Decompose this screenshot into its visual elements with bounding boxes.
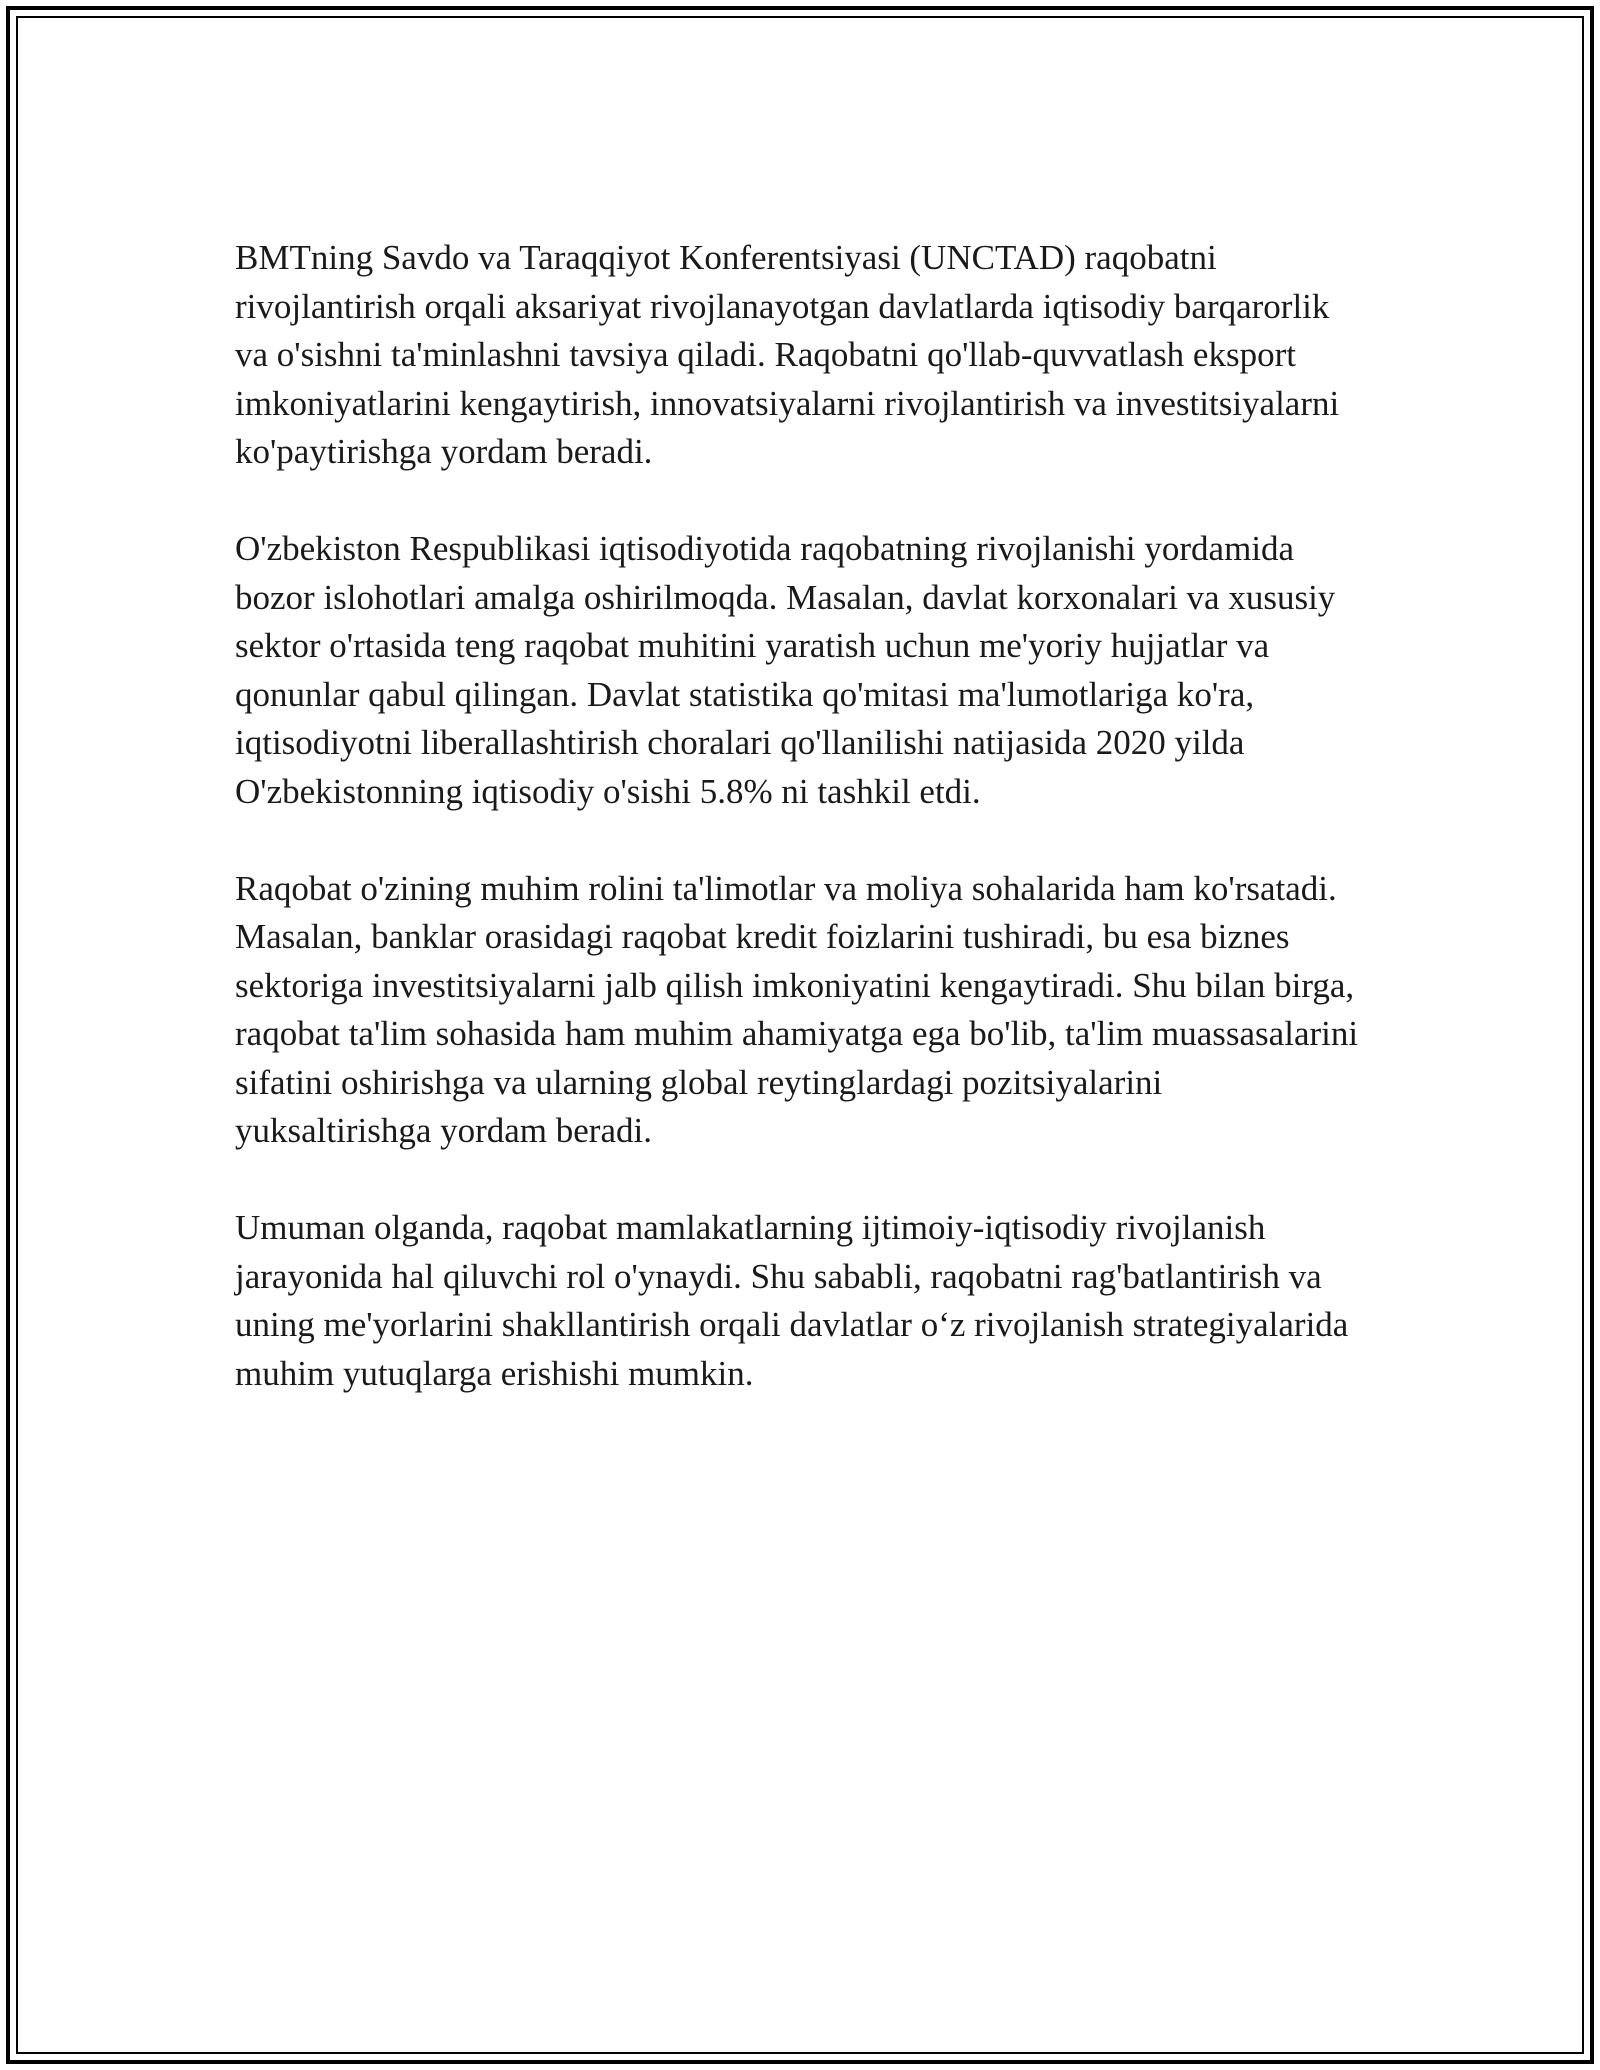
paragraph-uzbekistan-reforms: O'zbekiston Respublikasi iqtisodiyotida raqobatning rivojlanishi yordamida bozor islohotlari amalga oshirilmoqda. Masalan, davlat korxonalari va xususiy sektor o'rtasida teng raqobat muhitini yaratish uchun me'yoriy hujjatlar va qonunlar qabul qilingan. Davlat statistika qo'mitasi ma'lumotlariga ko'ra, iqtisodiyotni liberallashtirish choralari qo'llanilishi natijasida 2020 yilda O'zbekistonning iqtisodiy o'sishi 5.8% ni tashkil etdi. <box>235 529 1336 811</box>
paragraph-conclusion: Umuman olganda, raqobat mamlakatlarning ijtimoiy-iqtisodiy rivojlanish jarayonida hal qiluvchi rol o'ynaydi. Shu sababli, raqobatni rag'batlantirish va uning me'yorlarini shakllantirish orqali davlatlar o‘z rivojlanish strategiyalarida muhim yutuqlarga erishishi mumkin. <box>235 1208 1349 1393</box>
paragraph-unctad: BMTning Savdo va Taraqqiyot Konferentsiyasi (UNCTAD) raqobatni rivojlantirish orqali aksariyat rivojlanayotgan davlatlarda iqtisodiy barqarorlik va o'sishni ta'minlashni tavsiya qiladi. Raqobatni qo'llab-quvvatlash eksport imkoniyatlarini kengaytirish, innovatsiyalarni rivojlantirish va investitsiyalarni ko'paytirishga yordam beradi. <box>235 238 1340 471</box>
paragraph-education-finance: Raqobat o'zining muhim rolini ta'limotlar va moliya sohalarida ham ko'rsatadi. Masalan, banklar orasidagi raqobat kredit foizlarini tushiradi, bu esa biznes sektoriga investitsiyalarni jalb qilish imkoniyatini kengaytiradi. Shu bilan birga, raqobat ta'lim sohasida ham muhim ahamiyatga ega bo'lib, ta'lim muassasalarini sifatini oshirishga va ularning global reytinglardagi pozitsiyalarini yuksaltirishga yordam beradi. <box>235 868 1359 1150</box>
document-body <box>235 234 1365 1447</box>
